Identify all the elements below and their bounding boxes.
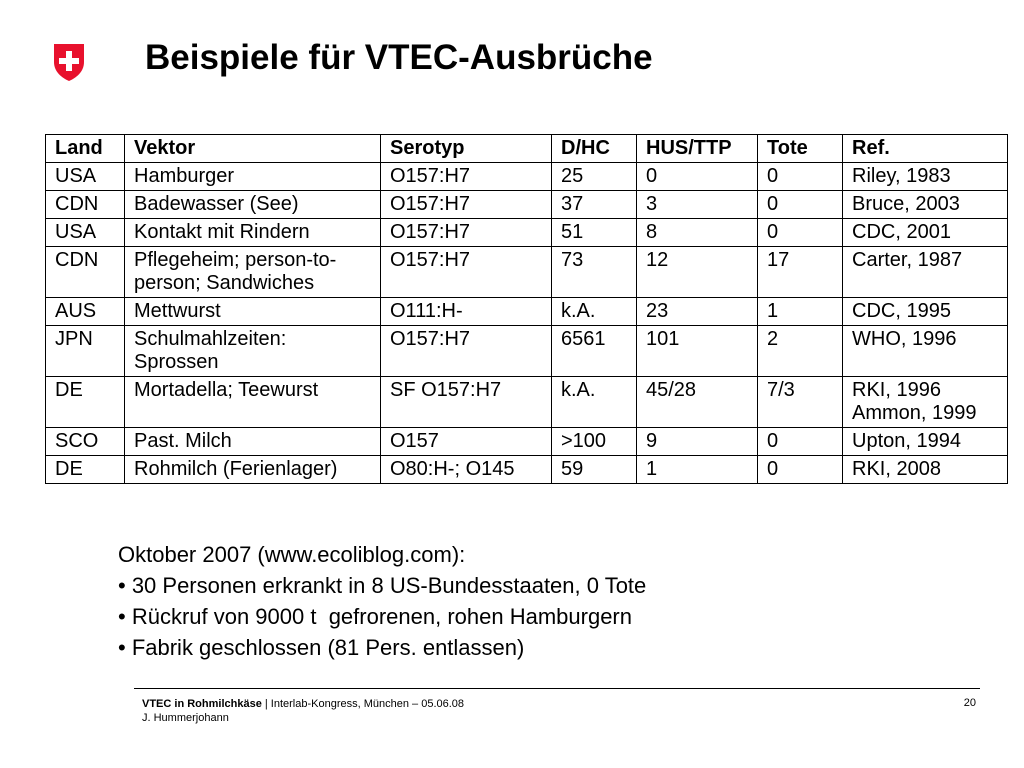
table-cell: CDC, 2001 bbox=[843, 219, 1008, 247]
table-cell: 1 bbox=[637, 456, 758, 484]
table-cell: 59 bbox=[552, 456, 637, 484]
notes-bullet: • Fabrik geschlossen (81 Pers. entlassen) bbox=[118, 635, 525, 660]
table-cell: Rohmilch (Ferienlager) bbox=[125, 456, 381, 484]
table-cell: O80:H-; O145 bbox=[381, 456, 552, 484]
table-cell: 0 bbox=[758, 456, 843, 484]
table-cell: USA bbox=[46, 219, 125, 247]
table-row bbox=[46, 219, 1008, 247]
table-cell: Mortadella; Teewurst bbox=[125, 377, 381, 428]
table-header bbox=[46, 135, 1008, 163]
footer bbox=[142, 697, 464, 725]
table-cell: RKI, 1996 Ammon, 1999 bbox=[843, 377, 1008, 428]
table-row bbox=[46, 326, 1008, 377]
table-cell: k.A. bbox=[552, 298, 637, 326]
table-cell: 6561 bbox=[552, 326, 637, 377]
table-cell: Pflegeheim; person-to-person; Sandwiches bbox=[125, 247, 381, 298]
table-cell: 12 bbox=[637, 247, 758, 298]
column-header: Serotyp bbox=[381, 135, 552, 163]
table-cell: Past. Milch bbox=[125, 428, 381, 456]
table-cell: 8 bbox=[637, 219, 758, 247]
table-row bbox=[46, 456, 1008, 484]
footer-separator: | bbox=[261, 698, 271, 710]
table-cell: 17 bbox=[758, 247, 843, 298]
column-header: Vektor bbox=[125, 135, 381, 163]
notes-block bbox=[118, 539, 646, 663]
table-cell: SF O157:H7 bbox=[381, 377, 552, 428]
table-cell: 0 bbox=[758, 191, 843, 219]
table-cell: 0 bbox=[758, 219, 843, 247]
page-number: 20 bbox=[963, 697, 976, 709]
table-cell: 0 bbox=[758, 163, 843, 191]
table-body bbox=[46, 163, 1008, 484]
table-cell: CDN bbox=[46, 247, 125, 298]
table-cell: DE bbox=[46, 456, 125, 484]
table-cell: O111:H- bbox=[381, 298, 552, 326]
table-cell: 37 bbox=[552, 191, 637, 219]
table-cell: 2 bbox=[758, 326, 843, 377]
table-cell: SCO bbox=[46, 428, 125, 456]
table-cell: Upton, 1994 bbox=[843, 428, 1008, 456]
footer-author: J. Hummerjohann bbox=[142, 712, 229, 724]
table-cell: O157:H7 bbox=[381, 219, 552, 247]
column-header: Tote bbox=[758, 135, 843, 163]
table-cell: 51 bbox=[552, 219, 637, 247]
column-header: Land bbox=[46, 135, 125, 163]
swiss-cross-shield-icon bbox=[52, 42, 86, 82]
table-cell: O157:H7 bbox=[381, 247, 552, 298]
footer-title: VTEC in Rohmilchkäse bbox=[142, 698, 262, 710]
table-cell: CDC, 1995 bbox=[843, 298, 1008, 326]
column-header: HUS/TTP bbox=[637, 135, 758, 163]
table-cell: 25 bbox=[552, 163, 637, 191]
table-cell: 7/3 bbox=[758, 377, 843, 428]
table-cell: Riley, 1983 bbox=[843, 163, 1008, 191]
table-cell: Schulmahlzeiten: Sprossen bbox=[125, 326, 381, 377]
table-cell: 9 bbox=[637, 428, 758, 456]
table-cell: O157:H7 bbox=[381, 191, 552, 219]
table-cell: k.A. bbox=[552, 377, 637, 428]
notes-bullet: • Rückruf von 9000 t gefrorenen, rohen Hamburgern bbox=[118, 604, 632, 629]
table-cell: 0 bbox=[758, 428, 843, 456]
table-row bbox=[46, 191, 1008, 219]
table-cell: Badewasser (See) bbox=[125, 191, 381, 219]
table-cell: 73 bbox=[552, 247, 637, 298]
table-cell: Hamburger bbox=[125, 163, 381, 191]
table-cell: 101 bbox=[637, 326, 758, 377]
notes-heading: Oktober 2007 (www.ecoliblog.com): bbox=[118, 542, 466, 567]
outbreak-table bbox=[45, 134, 1008, 484]
table-cell: USA bbox=[46, 163, 125, 191]
table-row bbox=[46, 428, 1008, 456]
table-row bbox=[46, 163, 1008, 191]
column-header: Ref. bbox=[843, 135, 1008, 163]
notes-bullet: • 30 Personen erkrankt in 8 US-Bundesstaaten, 0 Tote bbox=[118, 573, 647, 598]
table-row bbox=[46, 377, 1008, 428]
table-cell: Bruce, 2003 bbox=[843, 191, 1008, 219]
table-cell: JPN bbox=[46, 326, 125, 377]
table-cell: Kontakt mit Rindern bbox=[125, 219, 381, 247]
table-cell: RKI, 2008 bbox=[843, 456, 1008, 484]
table-cell: DE bbox=[46, 377, 125, 428]
table-cell: Carter, 1987 bbox=[843, 247, 1008, 298]
table-cell: O157:H7 bbox=[381, 326, 552, 377]
table-cell: 45/28 bbox=[637, 377, 758, 428]
footer-event: Interlab-Kongress, München – 05.06.08 bbox=[270, 698, 465, 710]
table-cell: AUS bbox=[46, 298, 125, 326]
column-header: D/HC bbox=[552, 135, 637, 163]
table-cell: CDN bbox=[46, 191, 125, 219]
table-header-row bbox=[46, 135, 1008, 163]
table-cell: 23 bbox=[637, 298, 758, 326]
slide-title: Beispiele für VTEC-Ausbrüche bbox=[145, 38, 653, 77]
table-cell: O157:H7 bbox=[381, 163, 552, 191]
table-cell: 1 bbox=[758, 298, 843, 326]
table-cell: 0 bbox=[637, 163, 758, 191]
table-cell: >100 bbox=[552, 428, 637, 456]
table-cell: WHO, 1996 bbox=[843, 326, 1008, 377]
table-cell: Mettwurst bbox=[125, 298, 381, 326]
footer-divider bbox=[134, 688, 980, 689]
table-cell: O157 bbox=[381, 428, 552, 456]
table-cell: 3 bbox=[637, 191, 758, 219]
table-row bbox=[46, 298, 1008, 326]
table-row bbox=[46, 247, 1008, 298]
